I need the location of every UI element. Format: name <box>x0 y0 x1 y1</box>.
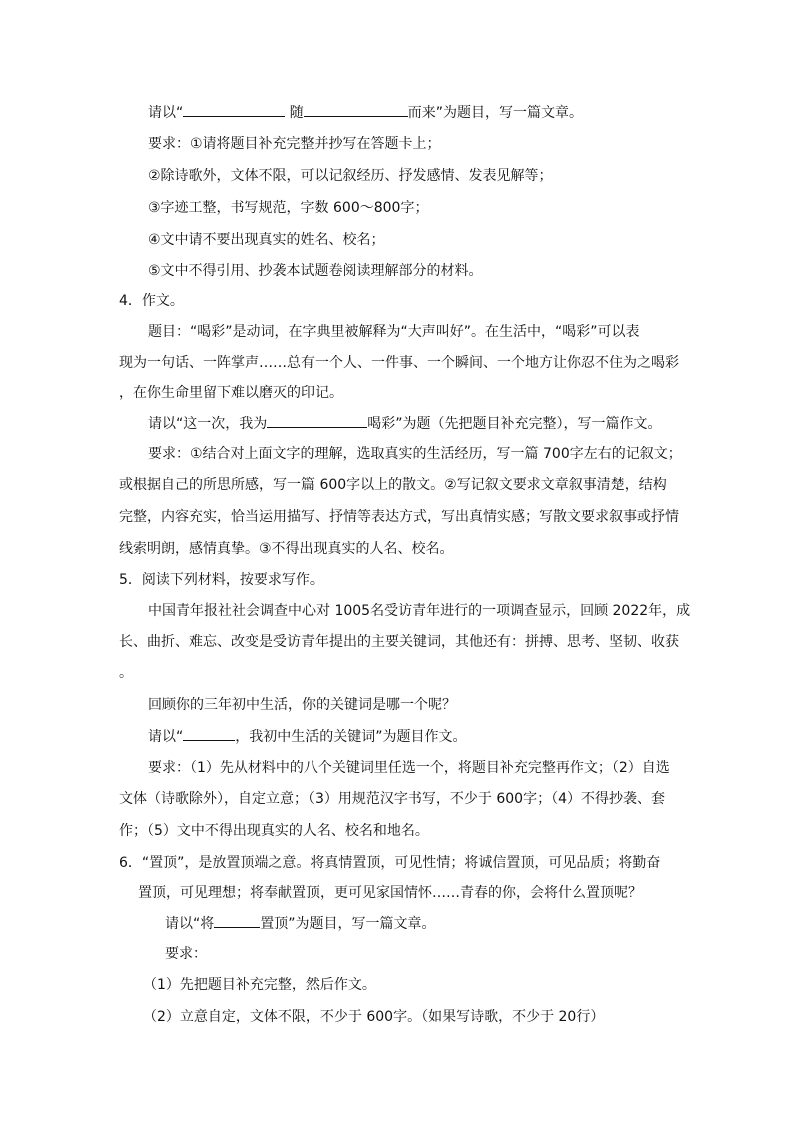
q4-req-2: 或根据自己的所思所感，写一篇 600字以上的散文。②写记叙文要求文章叙事清楚，结构 <box>119 477 667 493</box>
q3-prompt-mid: 随 <box>289 105 304 121</box>
q3-blank-1 <box>183 102 285 117</box>
q5-prompt <box>148 726 467 746</box>
q5-heading: 5．阅读下列材料，按要求写作。 <box>119 572 324 588</box>
q3-req-2: ②除诗歌外，文体不限，可以记叙经历、抒发感情、发表见解等； <box>148 168 553 184</box>
q4-req-1: 要求：①结合对上面文字的理解，选取真实的生活经历，写一篇 700字左右的记叙文； <box>148 446 682 462</box>
q5-material-1: 中国青年报社社会调查中心对 1005名受访青年进行的一项调查显示，回顾 2022年，成 <box>148 603 691 619</box>
q6-blank <box>214 913 260 928</box>
q3-req-1: 要求：①请将题目补充完整并抄写在答题卡上； <box>148 136 441 152</box>
q5-blank <box>183 726 235 741</box>
q6-prompt-post: 置顶”为题目，写一篇文章。 <box>260 916 436 932</box>
q3-prompt-pre: 请以“ <box>148 105 184 121</box>
q4-prompt-post: 喝彩”为题（先把题目补充完整），写一篇作文。 <box>367 416 662 432</box>
q6-req-1: （1）先把题目补充完整，然后作文。 <box>143 977 376 993</box>
q3-req-4: ④文中请不要出现真实的姓名、校名； <box>148 232 385 248</box>
q5-req-2: 文体（诗歌除外），自定立意；（3）用规范汉字书写，不少于 600字；（4）不得抄袭、套 <box>119 791 665 807</box>
q4-topic-1: 题目：“喝彩”是动词，在字典里被解释为“大声叫好”。在生活中，“喝彩”可以表 <box>148 324 640 340</box>
q4-req-3: 完整，内容充实，恰当运用描写、抒情等表达方式，写出真情实感；写散文要求叙事或抒情 <box>119 509 679 525</box>
q3-prompt <box>148 102 583 122</box>
q6-req-label: 要求： <box>165 946 207 962</box>
q6-line-2: 置顶，可见理想；将奉献置顶，更可见家国情怀……青春的你，会将什么置顶呢？ <box>138 885 642 901</box>
q4-topic-3: ，在你生命里留下难以磨灭的印记。 <box>119 385 343 401</box>
q6-line-1: 6．“置顶”，是放置顶端之意。将真情置顶，可见性情；将诚信置顶，可见品质；将勤奋 <box>119 855 661 871</box>
q5-question: 回顾你的三年初中生活，你的关键词是哪一个呢？ <box>148 697 456 713</box>
q5-req-1: 要求：（1）先从材料中的八个关键词里任选一个，将题目补充完整再作文；（2）自选 <box>148 760 670 776</box>
q6-prompt-pre: 请以“将 <box>165 916 215 932</box>
q4-blank <box>267 413 367 428</box>
q3-prompt-post: 而来”为题目，写一篇文章。 <box>407 105 583 121</box>
q4-topic-2: 现为一句话、一阵掌声……总有一个人、一件事、一个瞬间、一个地方让你忍不住为之喝彩 <box>119 355 679 371</box>
q6-prompt <box>165 913 436 933</box>
q5-prompt-pre: 请以“ <box>148 729 184 745</box>
q5-req-3: 作；（5）文中不得出现真实的人名、校名和地名。 <box>119 823 429 839</box>
q3-req-3: ③字迹工整，书写规范，字数 600～800字； <box>148 200 429 216</box>
q3-req-5: ⑤文中不得引用、抄袭本试题卷阅读理解部分的材料。 <box>148 263 483 279</box>
q4-prompt <box>148 413 662 433</box>
q6-req-2: （2）立意自定，文体不限，不少于 600字。（如果写诗歌，不少于 20行） <box>143 1009 605 1025</box>
q4-prompt-pre: 请以“这一次，我为 <box>148 416 268 432</box>
q5-material-2: 长、曲折、难忘、改变是受访青年提出的主要关键词，其他还有：拼搏、思考、坚韧、收获 <box>119 634 679 650</box>
q3-blank-2 <box>304 102 408 117</box>
q4-heading: 4．作文。 <box>119 293 184 309</box>
q4-req-4: 线索明朗，感情真挚。③不得出现真实的人名、校名。 <box>119 541 454 557</box>
q5-material-3: 。 <box>119 665 133 681</box>
q5-prompt-post: ，我初中生活的关键词”为题目作文。 <box>235 729 467 745</box>
